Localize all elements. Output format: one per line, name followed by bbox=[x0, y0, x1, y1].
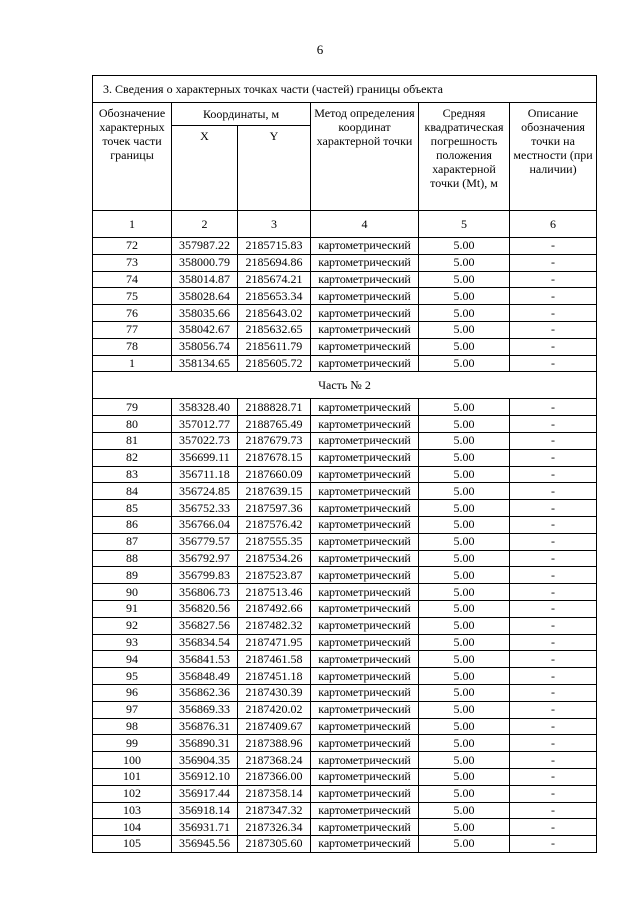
column-number-2: 2 bbox=[172, 211, 238, 238]
cell-coord-x: 358000.79 bbox=[172, 254, 238, 271]
cell-method: картометрический bbox=[311, 338, 419, 355]
cell-error: 5.00 bbox=[419, 634, 510, 651]
cell-description: - bbox=[510, 768, 597, 785]
cell-coord-x: 356931.71 bbox=[172, 819, 238, 836]
cell-method: картометрический bbox=[311, 785, 419, 802]
cell-error: 5.00 bbox=[419, 701, 510, 718]
cell-method: картометрический bbox=[311, 432, 419, 449]
table-row bbox=[93, 305, 597, 322]
cell-coord-y: 2185653.34 bbox=[238, 288, 311, 305]
cell-description: - bbox=[510, 550, 597, 567]
cell-coord-x: 356945.56 bbox=[172, 836, 238, 853]
cell-error: 5.00 bbox=[419, 819, 510, 836]
cell-method: картометрический bbox=[311, 416, 419, 433]
cell-coord-y: 2187368.24 bbox=[238, 752, 311, 769]
cell-coord-x: 356766.04 bbox=[172, 516, 238, 533]
cell-error: 5.00 bbox=[419, 668, 510, 685]
table-row bbox=[93, 802, 597, 819]
cell-coord-x: 356834.54 bbox=[172, 634, 238, 651]
cell-coord-x: 356711.18 bbox=[172, 466, 238, 483]
cell-description: - bbox=[510, 701, 597, 718]
cell-error: 5.00 bbox=[419, 567, 510, 584]
cell-coord-y: 2187347.32 bbox=[238, 802, 311, 819]
cell-error: 5.00 bbox=[419, 254, 510, 271]
header-coordinates: Координаты, м bbox=[172, 103, 311, 126]
table-title: 3. Сведения о характерных точках части (частей) границы объекта bbox=[93, 76, 597, 103]
cell-coord-y: 2187523.87 bbox=[238, 567, 311, 584]
cell-method: картометрический bbox=[311, 684, 419, 701]
cell-coord-x: 356779.57 bbox=[172, 533, 238, 550]
cell-error: 5.00 bbox=[419, 617, 510, 634]
table-row bbox=[93, 271, 597, 288]
cell-method: картометрический bbox=[311, 600, 419, 617]
cell-coord-y: 2185611.79 bbox=[238, 338, 311, 355]
cell-coord-y: 2187492.66 bbox=[238, 600, 311, 617]
table-row bbox=[93, 500, 597, 517]
table-row bbox=[93, 684, 597, 701]
cell-description: - bbox=[510, 634, 597, 651]
cell-coord-x: 356841.53 bbox=[172, 651, 238, 668]
cell-point-id: 79 bbox=[93, 399, 172, 416]
cell-coord-y: 2187513.46 bbox=[238, 584, 311, 601]
cell-description: - bbox=[510, 338, 597, 355]
table-row bbox=[93, 668, 597, 685]
cell-point-id: 93 bbox=[93, 634, 172, 651]
column-number-4: 4 bbox=[311, 211, 419, 238]
cell-method: картометрический bbox=[311, 399, 419, 416]
cell-method: картометрический bbox=[311, 321, 419, 338]
boundary-points-table bbox=[92, 75, 597, 853]
cell-error: 5.00 bbox=[419, 238, 510, 255]
cell-coord-y: 2187358.14 bbox=[238, 785, 311, 802]
cell-error: 5.00 bbox=[419, 718, 510, 735]
cell-point-id: 99 bbox=[93, 735, 172, 752]
cell-error: 5.00 bbox=[419, 355, 510, 372]
cell-description: - bbox=[510, 836, 597, 853]
cell-description: - bbox=[510, 432, 597, 449]
cell-error: 5.00 bbox=[419, 416, 510, 433]
table-row bbox=[93, 533, 597, 550]
table-row bbox=[93, 785, 597, 802]
cell-coord-x: 356912.10 bbox=[172, 768, 238, 785]
cell-point-id: 72 bbox=[93, 238, 172, 255]
cell-coord-y: 2187482.32 bbox=[238, 617, 311, 634]
cell-coord-y: 2187678.15 bbox=[238, 449, 311, 466]
cell-point-id: 102 bbox=[93, 785, 172, 802]
cell-point-id: 103 bbox=[93, 802, 172, 819]
cell-coord-y: 2185632.65 bbox=[238, 321, 311, 338]
cell-point-id: 83 bbox=[93, 466, 172, 483]
cell-point-id: 88 bbox=[93, 550, 172, 567]
cell-point-id: 85 bbox=[93, 500, 172, 517]
cell-coord-y: 2185694.86 bbox=[238, 254, 311, 271]
header-designation: Обозначение характерных точек части границы bbox=[93, 103, 172, 211]
cell-error: 5.00 bbox=[419, 836, 510, 853]
cell-point-id: 74 bbox=[93, 271, 172, 288]
cell-method: картометрический bbox=[311, 288, 419, 305]
table-row bbox=[93, 416, 597, 433]
cell-coord-y: 2187639.15 bbox=[238, 483, 311, 500]
cell-error: 5.00 bbox=[419, 288, 510, 305]
column-number-5: 5 bbox=[419, 211, 510, 238]
cell-point-id: 96 bbox=[93, 684, 172, 701]
table-row bbox=[93, 338, 597, 355]
cell-coord-x: 356752.33 bbox=[172, 500, 238, 517]
table-row bbox=[93, 321, 597, 338]
cell-point-id: 87 bbox=[93, 533, 172, 550]
cell-error: 5.00 bbox=[419, 483, 510, 500]
cell-error: 5.00 bbox=[419, 735, 510, 752]
cell-method: картометрический bbox=[311, 305, 419, 322]
cell-description: - bbox=[510, 500, 597, 517]
part-2-row bbox=[93, 372, 597, 399]
column-number-6: 6 bbox=[510, 211, 597, 238]
cell-method: картометрический bbox=[311, 802, 419, 819]
cell-point-id: 105 bbox=[93, 836, 172, 853]
cell-method: картометрический bbox=[311, 701, 419, 718]
cell-description: - bbox=[510, 355, 597, 372]
cell-error: 5.00 bbox=[419, 321, 510, 338]
table-row bbox=[93, 617, 597, 634]
cell-description: - bbox=[510, 752, 597, 769]
cell-coord-y: 2187430.39 bbox=[238, 684, 311, 701]
cell-coord-x: 358028.64 bbox=[172, 288, 238, 305]
cell-coord-x: 356820.56 bbox=[172, 600, 238, 617]
cell-coord-y: 2187555.35 bbox=[238, 533, 311, 550]
cell-point-id: 84 bbox=[93, 483, 172, 500]
cell-method: картометрический bbox=[311, 768, 419, 785]
cell-method: картометрический bbox=[311, 735, 419, 752]
cell-method: картометрический bbox=[311, 500, 419, 517]
cell-coord-x: 357022.73 bbox=[172, 432, 238, 449]
cell-method: картометрический bbox=[311, 617, 419, 634]
table-row bbox=[93, 238, 597, 255]
table-row bbox=[93, 735, 597, 752]
cell-description: - bbox=[510, 516, 597, 533]
cell-method: картометрический bbox=[311, 254, 419, 271]
cell-method: картометрический bbox=[311, 533, 419, 550]
cell-description: - bbox=[510, 819, 597, 836]
cell-coord-x: 356792.97 bbox=[172, 550, 238, 567]
cell-error: 5.00 bbox=[419, 432, 510, 449]
table-row bbox=[93, 600, 597, 617]
cell-method: картометрический bbox=[311, 718, 419, 735]
cell-method: картометрический bbox=[311, 516, 419, 533]
cell-coord-y: 2185715.83 bbox=[238, 238, 311, 255]
cell-coord-x: 356799.83 bbox=[172, 567, 238, 584]
column-numbers-row bbox=[93, 211, 597, 238]
cell-coord-x: 358056.74 bbox=[172, 338, 238, 355]
cell-description: - bbox=[510, 305, 597, 322]
cell-point-id: 104 bbox=[93, 819, 172, 836]
cell-coord-x: 356890.31 bbox=[172, 735, 238, 752]
cell-error: 5.00 bbox=[419, 305, 510, 322]
cell-error: 5.00 bbox=[419, 338, 510, 355]
header-method: Метод определения координат характерной точки bbox=[311, 103, 419, 211]
cell-point-id: 82 bbox=[93, 449, 172, 466]
cell-method: картометрический bbox=[311, 449, 419, 466]
cell-coord-x: 356918.14 bbox=[172, 802, 238, 819]
cell-description: - bbox=[510, 785, 597, 802]
cell-point-id: 92 bbox=[93, 617, 172, 634]
cell-description: - bbox=[510, 802, 597, 819]
cell-coord-y: 2187451.18 bbox=[238, 668, 311, 685]
table-row bbox=[93, 752, 597, 769]
cell-method: картометрический bbox=[311, 466, 419, 483]
cell-error: 5.00 bbox=[419, 752, 510, 769]
cell-coord-y: 2187461.58 bbox=[238, 651, 311, 668]
cell-description: - bbox=[510, 533, 597, 550]
cell-coord-x: 356848.49 bbox=[172, 668, 238, 685]
cell-method: картометрический bbox=[311, 567, 419, 584]
cell-coord-y: 2187471.95 bbox=[238, 634, 311, 651]
cell-error: 5.00 bbox=[419, 500, 510, 517]
cell-coord-y: 2185605.72 bbox=[238, 355, 311, 372]
cell-coord-x: 356827.56 bbox=[172, 617, 238, 634]
cell-coord-x: 356862.36 bbox=[172, 684, 238, 701]
cell-coord-x: 358134.65 bbox=[172, 355, 238, 372]
header-x: X bbox=[172, 126, 238, 211]
cell-coord-x: 356876.31 bbox=[172, 718, 238, 735]
cell-coord-y: 2187679.73 bbox=[238, 432, 311, 449]
cell-coord-y: 2187534.26 bbox=[238, 550, 311, 567]
cell-description: - bbox=[510, 584, 597, 601]
cell-coord-y: 2187660.09 bbox=[238, 466, 311, 483]
table-row bbox=[93, 836, 597, 853]
cell-coord-y: 2187576.42 bbox=[238, 516, 311, 533]
cell-method: картометрический bbox=[311, 634, 419, 651]
cell-error: 5.00 bbox=[419, 600, 510, 617]
cell-coord-x: 356724.85 bbox=[172, 483, 238, 500]
cell-description: - bbox=[510, 288, 597, 305]
cell-method: картометрический bbox=[311, 836, 419, 853]
cell-coord-x: 357012.77 bbox=[172, 416, 238, 433]
cell-coord-x: 356904.35 bbox=[172, 752, 238, 769]
cell-error: 5.00 bbox=[419, 271, 510, 288]
cell-description: - bbox=[510, 483, 597, 500]
cell-point-id: 86 bbox=[93, 516, 172, 533]
table-row bbox=[93, 768, 597, 785]
page-number: 6 bbox=[316, 42, 324, 57]
cell-point-id: 81 bbox=[93, 432, 172, 449]
cell-coord-x: 356869.33 bbox=[172, 701, 238, 718]
cell-coord-y: 2187597.36 bbox=[238, 500, 311, 517]
cell-description: - bbox=[510, 238, 597, 255]
cell-description: - bbox=[510, 466, 597, 483]
cell-method: картометрический bbox=[311, 355, 419, 372]
cell-error: 5.00 bbox=[419, 768, 510, 785]
header-y: Y bbox=[238, 126, 311, 211]
cell-description: - bbox=[510, 651, 597, 668]
cell-method: картометрический bbox=[311, 752, 419, 769]
cell-coord-x: 357987.22 bbox=[172, 238, 238, 255]
cell-error: 5.00 bbox=[419, 533, 510, 550]
cell-method: картометрический bbox=[311, 483, 419, 500]
table-row bbox=[93, 651, 597, 668]
column-number-3: 3 bbox=[238, 211, 311, 238]
cell-point-id: 91 bbox=[93, 600, 172, 617]
table-row bbox=[93, 432, 597, 449]
cell-error: 5.00 bbox=[419, 584, 510, 601]
cell-coord-y: 2185674.21 bbox=[238, 271, 311, 288]
cell-coord-x: 358328.40 bbox=[172, 399, 238, 416]
cell-point-id: 1 bbox=[93, 355, 172, 372]
cell-point-id: 94 bbox=[93, 651, 172, 668]
cell-coord-x: 356806.73 bbox=[172, 584, 238, 601]
cell-method: картометрический bbox=[311, 271, 419, 288]
cell-description: - bbox=[510, 567, 597, 584]
cell-point-id: 73 bbox=[93, 254, 172, 271]
table-row bbox=[93, 483, 597, 500]
cell-point-id: 77 bbox=[93, 321, 172, 338]
cell-method: картометрический bbox=[311, 550, 419, 567]
cell-coord-y: 2187409.67 bbox=[238, 718, 311, 735]
column-number-1: 1 bbox=[93, 211, 172, 238]
cell-description: - bbox=[510, 718, 597, 735]
cell-coord-y: 2188765.49 bbox=[238, 416, 311, 433]
table-row bbox=[93, 355, 597, 372]
cell-point-id: 89 bbox=[93, 567, 172, 584]
cell-point-id: 78 bbox=[93, 338, 172, 355]
table-row bbox=[93, 449, 597, 466]
cell-error: 5.00 bbox=[419, 785, 510, 802]
cell-coord-y: 2187388.96 bbox=[238, 735, 311, 752]
cell-coord-y: 2187420.02 bbox=[238, 701, 311, 718]
header-description: Описание обозначения точки на местности (при наличии) bbox=[510, 103, 597, 211]
cell-error: 5.00 bbox=[419, 651, 510, 668]
cell-coord-x: 356699.11 bbox=[172, 449, 238, 466]
cell-description: - bbox=[510, 735, 597, 752]
cell-coord-x: 358035.66 bbox=[172, 305, 238, 322]
cell-description: - bbox=[510, 449, 597, 466]
cell-method: картометрический bbox=[311, 238, 419, 255]
cell-method: картометрический bbox=[311, 651, 419, 668]
cell-coord-y: 2187326.34 bbox=[238, 819, 311, 836]
cell-error: 5.00 bbox=[419, 449, 510, 466]
cell-error: 5.00 bbox=[419, 802, 510, 819]
cell-coord-y: 2187305.60 bbox=[238, 836, 311, 853]
cell-point-id: 100 bbox=[93, 752, 172, 769]
cell-description: - bbox=[510, 600, 597, 617]
cell-point-id: 97 bbox=[93, 701, 172, 718]
cell-description: - bbox=[510, 271, 597, 288]
cell-description: - bbox=[510, 254, 597, 271]
part-2-label: Часть № 2 bbox=[93, 372, 597, 399]
table-row bbox=[93, 399, 597, 416]
cell-description: - bbox=[510, 399, 597, 416]
table-row bbox=[93, 254, 597, 271]
cell-description: - bbox=[510, 321, 597, 338]
cell-coord-x: 358042.67 bbox=[172, 321, 238, 338]
cell-point-id: 98 bbox=[93, 718, 172, 735]
cell-point-id: 75 bbox=[93, 288, 172, 305]
cell-point-id: 80 bbox=[93, 416, 172, 433]
cell-error: 5.00 bbox=[419, 466, 510, 483]
cell-error: 5.00 bbox=[419, 684, 510, 701]
table-row bbox=[93, 550, 597, 567]
table-row bbox=[93, 634, 597, 651]
table-row bbox=[93, 466, 597, 483]
cell-description: - bbox=[510, 668, 597, 685]
cell-method: картометрический bbox=[311, 668, 419, 685]
cell-error: 5.00 bbox=[419, 550, 510, 567]
cell-coord-x: 356917.44 bbox=[172, 785, 238, 802]
table-row bbox=[93, 516, 597, 533]
table-row bbox=[93, 819, 597, 836]
cell-coord-x: 358014.87 bbox=[172, 271, 238, 288]
header-error: Средняя квадратическая погрешность положения характерной точки (Mt), м bbox=[419, 103, 510, 211]
cell-error: 5.00 bbox=[419, 516, 510, 533]
table-row bbox=[93, 288, 597, 305]
cell-point-id: 76 bbox=[93, 305, 172, 322]
cell-error: 5.00 bbox=[419, 399, 510, 416]
cell-method: картометрический bbox=[311, 584, 419, 601]
cell-point-id: 95 bbox=[93, 668, 172, 685]
cell-description: - bbox=[510, 684, 597, 701]
table-row bbox=[93, 701, 597, 718]
cell-method: картометрический bbox=[311, 819, 419, 836]
table-row bbox=[93, 567, 597, 584]
cell-point-id: 101 bbox=[93, 768, 172, 785]
cell-description: - bbox=[510, 617, 597, 634]
cell-description: - bbox=[510, 416, 597, 433]
cell-coord-y: 2188828.71 bbox=[238, 399, 311, 416]
cell-coord-y: 2187366.00 bbox=[238, 768, 311, 785]
table-row bbox=[93, 718, 597, 735]
table-row bbox=[93, 584, 597, 601]
cell-coord-y: 2185643.02 bbox=[238, 305, 311, 322]
cell-point-id: 90 bbox=[93, 584, 172, 601]
